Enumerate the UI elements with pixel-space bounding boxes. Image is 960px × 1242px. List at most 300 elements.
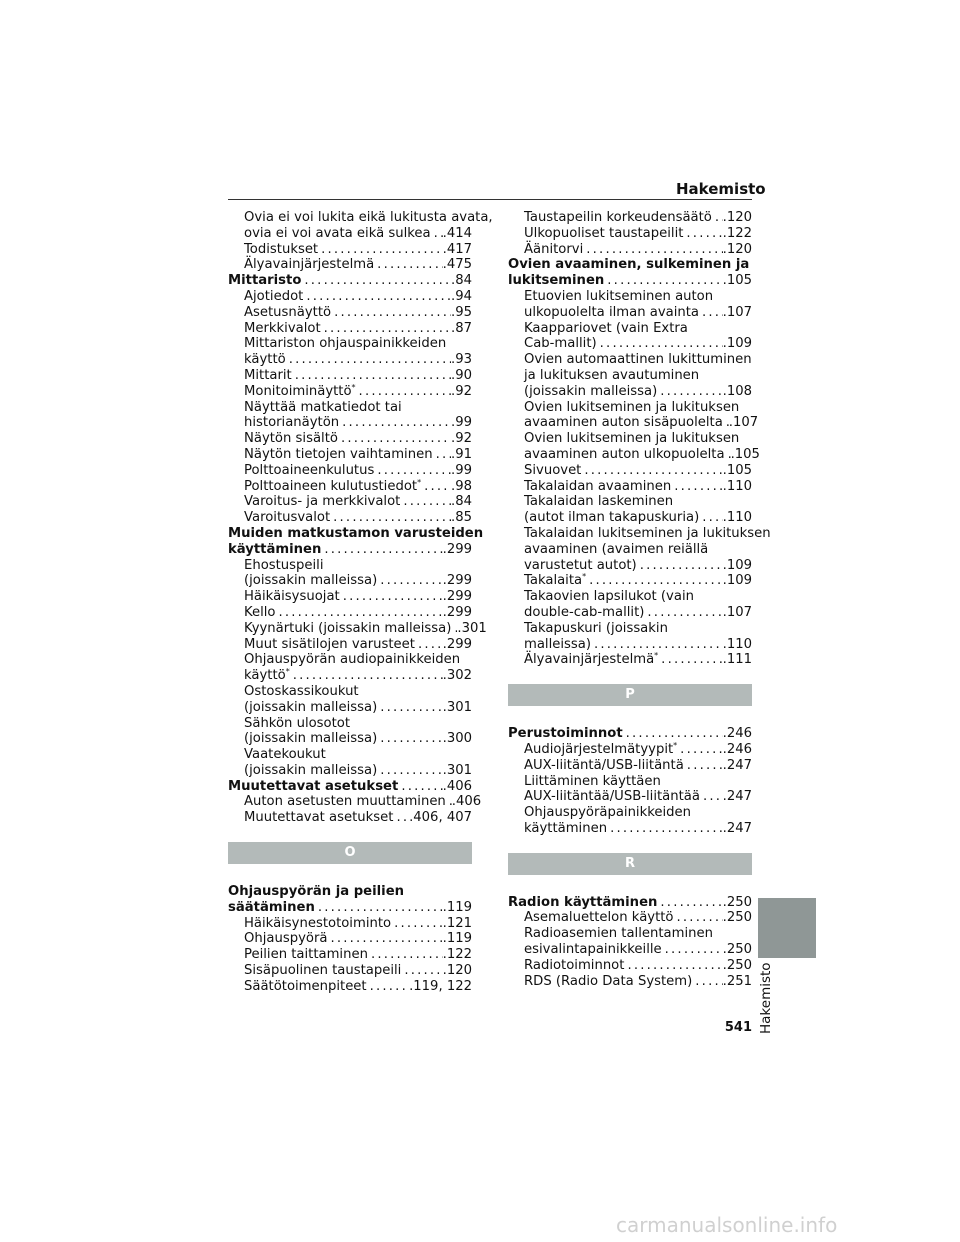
page-reference: .84 bbox=[451, 273, 472, 289]
asterisk-marker: * bbox=[673, 740, 678, 750]
entry-text: Ovien automaattinen lukittuminen bbox=[524, 352, 752, 368]
index-sub-entry bbox=[228, 415, 472, 431]
entry-text: Ovien avaaminen, sulkeminen ja bbox=[508, 257, 750, 273]
index-sub-entry bbox=[228, 336, 472, 352]
index-sub-entry bbox=[228, 352, 472, 368]
dot-leader bbox=[377, 700, 442, 716]
entry-text: Takalaidan lukitseminen ja lukituksen bbox=[524, 525, 771, 541]
entry-text: Asemaluettelon käyttö bbox=[524, 910, 674, 926]
dot-leader bbox=[321, 321, 451, 337]
page-reference: .250 bbox=[722, 910, 752, 926]
entry-text: Radion käyttäminen bbox=[508, 894, 658, 910]
entry-text: Auton asetusten muuttaminen bbox=[244, 794, 446, 810]
dot-leader bbox=[604, 273, 722, 289]
page-reference: .95 bbox=[451, 304, 472, 320]
page-header-title: Hakemisto bbox=[676, 180, 766, 198]
entry-text: double-cab-mallit) bbox=[524, 604, 645, 620]
index-sub-entry bbox=[508, 774, 752, 790]
index-main-entry bbox=[508, 257, 752, 273]
index-sub-entry bbox=[508, 463, 752, 479]
page-reference: .91 bbox=[451, 446, 472, 462]
page-reference: .121 bbox=[442, 915, 472, 931]
entry-text: Ovia ei voi lukita eikä lukitusta avata, bbox=[244, 210, 493, 225]
index-sub-entry bbox=[508, 942, 752, 958]
page-reference: .251 bbox=[722, 973, 752, 989]
dot-leader bbox=[276, 605, 443, 621]
entry-text: Radioasemien tallentaminen bbox=[524, 926, 713, 942]
dot-leader bbox=[400, 494, 451, 510]
page-reference: .301 bbox=[457, 620, 487, 636]
dot-leader bbox=[374, 257, 442, 273]
page-reference: .250 bbox=[722, 957, 752, 973]
page-reference: .107 bbox=[728, 415, 759, 431]
index-main-entry bbox=[228, 273, 472, 289]
page-reference: .110 bbox=[722, 478, 752, 494]
dot-leader bbox=[301, 273, 451, 289]
index-sub-entry bbox=[508, 368, 752, 384]
page-reference: .110 bbox=[722, 636, 752, 652]
dot-leader bbox=[699, 305, 723, 321]
entry-text: Liittäminen käyttäen bbox=[524, 773, 661, 789]
page-reference: .105 bbox=[730, 446, 760, 462]
entry-text: AUX-liitäntä/USB-liitäntä bbox=[524, 757, 684, 773]
page-reference: .109 bbox=[722, 336, 752, 352]
page-reference: .406 bbox=[451, 794, 482, 810]
dot-leader bbox=[591, 637, 723, 653]
entry-text: avaaminen auton sisäpuolelta bbox=[524, 415, 723, 431]
page-reference: .299 bbox=[442, 604, 472, 620]
index-sub-entry bbox=[228, 668, 472, 684]
entry-text: AUX-liitäntää/USB-liitäntää bbox=[524, 789, 700, 805]
index-sub-entry bbox=[508, 352, 752, 368]
index-sub-entry bbox=[508, 415, 759, 431]
entry-text: Radiotoiminnot bbox=[524, 957, 625, 973]
page-reference: .99 bbox=[451, 462, 472, 478]
entry-text: varustetut autot) bbox=[524, 557, 637, 573]
index-sub-entry bbox=[508, 384, 752, 400]
index-sub-entry bbox=[228, 573, 472, 589]
page-reference: .299 bbox=[442, 636, 472, 652]
page-reference: .299 bbox=[442, 541, 472, 557]
entry-text: Ohjauspyöräpainikkeiden bbox=[524, 805, 692, 821]
index-sub-entry bbox=[508, 910, 752, 926]
page-reference: .250 bbox=[722, 942, 752, 958]
entry-text: Ulkopuoliset taustapeilit bbox=[524, 225, 684, 241]
entry-text: Ajotiedot bbox=[244, 288, 304, 304]
index-sub-entry bbox=[228, 384, 472, 400]
dot-leader bbox=[303, 289, 451, 305]
page-number: 541 bbox=[724, 1020, 752, 1035]
index-sub-entry bbox=[508, 637, 752, 653]
entry-text: käyttäminen bbox=[228, 541, 322, 557]
asterisk-marker: * bbox=[285, 667, 290, 677]
dot-leader bbox=[433, 447, 451, 463]
dot-leader bbox=[292, 368, 451, 384]
index-sub-entry bbox=[228, 447, 472, 463]
index-sub-entry bbox=[228, 700, 472, 716]
entry-text: (joissakin malleissa) bbox=[244, 699, 378, 715]
index-sub-entry bbox=[508, 305, 752, 321]
entry-text: Ovien lukitseminen ja lukituksen bbox=[524, 399, 740, 415]
entry-text: käyttäminen bbox=[524, 820, 608, 836]
entry-text: Kyynärtuki (joissakin malleissa) bbox=[244, 620, 452, 636]
entry-text: käyttö bbox=[244, 352, 286, 368]
index-main-entry bbox=[228, 884, 472, 900]
asterisk-marker: * bbox=[417, 477, 422, 487]
sidebar-thumb-tab bbox=[758, 898, 816, 958]
page-reference: .84 bbox=[451, 494, 472, 510]
dot-leader bbox=[583, 242, 722, 258]
asterisk-marker: * bbox=[351, 382, 356, 392]
entry-text: Älyavainjärjestelmä bbox=[244, 257, 375, 273]
page-reference: .93 bbox=[451, 352, 472, 368]
index-sub-entry bbox=[508, 210, 752, 226]
dot-leader bbox=[339, 415, 451, 431]
dot-leader bbox=[368, 947, 443, 963]
index-sub-entry bbox=[508, 742, 752, 758]
page-reference: .246 bbox=[722, 741, 752, 757]
entry-text: Muutettavat asetukset bbox=[244, 810, 394, 826]
dot-leader bbox=[677, 742, 722, 758]
index-sub-entry bbox=[508, 974, 752, 990]
dot-leader bbox=[657, 895, 722, 911]
dot-leader bbox=[623, 726, 723, 742]
dot-leader bbox=[415, 637, 443, 653]
index-sub-entry bbox=[228, 747, 472, 763]
dot-leader bbox=[700, 789, 723, 805]
entry-text: Takalaidan laskeminen bbox=[524, 494, 674, 510]
entry-text: säätäminen bbox=[228, 899, 315, 915]
page-reference: .406, 407 bbox=[409, 810, 472, 826]
entry-text: avaaminen (avaimen reiällä bbox=[524, 541, 709, 557]
index-sub-entry bbox=[228, 810, 472, 826]
dot-leader bbox=[607, 821, 723, 837]
page-reference: .300 bbox=[442, 731, 472, 747]
watermark: carmanualsonline.info bbox=[616, 1213, 838, 1237]
page-reference: .122 bbox=[442, 947, 472, 963]
page-reference: .98 bbox=[451, 478, 472, 494]
dot-leader bbox=[662, 942, 723, 958]
dot-leader bbox=[374, 463, 451, 479]
section-letter-bar: R bbox=[508, 853, 752, 875]
index-main-entry bbox=[228, 525, 484, 542]
dot-leader bbox=[377, 573, 442, 589]
index-sub-entry bbox=[228, 637, 472, 653]
index-sub-entry bbox=[228, 289, 472, 305]
page-reference: .299 bbox=[442, 573, 472, 589]
index-sub-entry bbox=[508, 289, 752, 305]
entry-text: Näyttää matkatiedot tai bbox=[244, 399, 402, 415]
entry-text: historianäytön bbox=[244, 415, 340, 431]
entry-text: Muutettavat asetukset bbox=[228, 778, 399, 794]
index-sub-entry bbox=[228, 368, 472, 384]
index-sub-entry bbox=[228, 494, 472, 510]
index-sub-entry bbox=[508, 805, 752, 821]
index-sub-entry bbox=[508, 226, 752, 242]
index-sub-entry bbox=[508, 589, 752, 605]
dot-leader bbox=[286, 352, 451, 368]
index-sub-entry bbox=[228, 589, 472, 605]
entry-text: Kaappariovet (vain Extra bbox=[524, 320, 688, 336]
page-reference: .122 bbox=[722, 225, 752, 241]
index-main-entry bbox=[508, 273, 752, 289]
index-sub-entry bbox=[228, 510, 472, 526]
entry-text: Varoitus- ja merkkivalot bbox=[244, 494, 401, 510]
entry-text: Ovien lukitseminen ja lukituksen bbox=[524, 431, 740, 447]
entry-text: (joissakin malleissa) bbox=[244, 762, 378, 778]
entry-text: malleissa) bbox=[524, 636, 591, 652]
page-reference: .109 bbox=[722, 573, 752, 589]
dot-leader bbox=[683, 226, 722, 242]
page-reference: .475 bbox=[442, 257, 472, 273]
page-reference: .247 bbox=[722, 757, 752, 773]
index-sub-entry bbox=[228, 979, 472, 995]
dot-leader bbox=[699, 510, 722, 526]
entry-text: (joissakin malleissa) bbox=[244, 573, 378, 589]
index-main-entry bbox=[228, 542, 472, 558]
index-sub-entry bbox=[228, 605, 472, 621]
dot-leader bbox=[671, 479, 722, 495]
dot-leader bbox=[712, 210, 723, 226]
index-left-column bbox=[228, 210, 493, 995]
dot-leader bbox=[597, 336, 723, 352]
dot-leader bbox=[340, 589, 443, 605]
index-sub-entry bbox=[508, 558, 752, 574]
index-sub-entry bbox=[228, 652, 472, 668]
entry-text: Vaatekoukut bbox=[244, 747, 326, 763]
page-reference: .120 bbox=[442, 963, 472, 979]
entry-text: Muut sisätilojen varusteet bbox=[244, 636, 415, 652]
header-divider bbox=[228, 199, 752, 200]
index-sub-entry bbox=[228, 431, 472, 447]
index-sub-entry bbox=[508, 573, 752, 589]
page-reference: .94 bbox=[451, 288, 472, 304]
page-reference: .119 bbox=[442, 931, 472, 947]
section-letter-bar: P bbox=[508, 684, 752, 706]
index-sub-entry bbox=[508, 336, 752, 352]
index-sub-entry bbox=[228, 916, 472, 932]
entry-text: Cab-mallit) bbox=[524, 336, 597, 352]
page-reference: .247 bbox=[722, 789, 752, 805]
page-reference: .119, 122 bbox=[409, 978, 472, 994]
entry-text: Sisäpuolinen taustapeili bbox=[244, 963, 402, 979]
page-reference: .301 bbox=[442, 699, 472, 715]
entry-text: Mittaristo bbox=[228, 273, 302, 289]
page-reference: .247 bbox=[722, 820, 752, 836]
dot-leader bbox=[581, 463, 722, 479]
dot-leader bbox=[290, 668, 443, 684]
dot-leader bbox=[356, 384, 451, 400]
dot-leader bbox=[391, 916, 443, 932]
entry-text: ja lukituksen avautuminen bbox=[524, 367, 700, 383]
index-sub-entry bbox=[508, 605, 752, 621]
entry-text: Älyavainjärjestelmä* bbox=[524, 651, 659, 668]
entry-text: Häikäisysuojat bbox=[244, 589, 340, 605]
index-sub-entry bbox=[508, 431, 752, 447]
entry-text: Häikäisynestotoiminto bbox=[244, 915, 392, 931]
index-sub-entry bbox=[508, 400, 752, 416]
index-sub-entry bbox=[508, 542, 752, 558]
index-sub-entry bbox=[228, 305, 472, 321]
dot-leader bbox=[327, 931, 442, 947]
entry-text: Näytön tietojen vaihtaminen bbox=[244, 446, 433, 462]
page-reference: .107 bbox=[722, 304, 752, 320]
page-reference: .417 bbox=[442, 241, 472, 257]
entry-text: Monitoiminäyttö* bbox=[244, 382, 356, 399]
index-sub-entry bbox=[508, 926, 752, 942]
dot-leader bbox=[315, 900, 443, 916]
entry-text: Peilien taittaminen bbox=[244, 947, 368, 963]
dot-leader bbox=[367, 979, 409, 995]
dot-leader bbox=[377, 731, 442, 747]
index-sub-entry bbox=[228, 210, 493, 226]
index-sub-entry bbox=[228, 257, 472, 273]
dot-leader bbox=[421, 479, 451, 495]
dot-leader bbox=[624, 958, 722, 974]
index-sub-entry bbox=[508, 958, 752, 974]
index-right-column bbox=[508, 210, 771, 989]
entry-text: Polttoaineenkulutus bbox=[244, 462, 375, 478]
entry-text: Ehostuspeili bbox=[244, 557, 324, 573]
entry-text: Todistukset bbox=[244, 241, 319, 257]
dot-leader bbox=[674, 910, 723, 926]
entry-text: Ohjauspyörän audiopainikkeiden bbox=[244, 652, 461, 668]
dot-leader bbox=[393, 810, 409, 826]
index-sub-entry bbox=[508, 758, 752, 774]
page-reference: .108 bbox=[722, 383, 752, 399]
index-sub-entry bbox=[228, 226, 472, 242]
index-sub-entry bbox=[228, 620, 487, 637]
page-reference: .92 bbox=[451, 431, 472, 447]
dot-leader bbox=[684, 758, 723, 774]
dot-leader bbox=[658, 652, 722, 668]
entry-text: Perustoiminnot bbox=[508, 726, 623, 742]
index-sub-entry bbox=[508, 446, 760, 463]
entry-text: Kello bbox=[244, 604, 276, 620]
entry-text: Takaovien lapsilukot (vain bbox=[524, 589, 694, 605]
index-sub-entry bbox=[508, 510, 752, 526]
page-reference: .414 bbox=[442, 225, 472, 241]
index-main-entry bbox=[508, 895, 752, 911]
entry-text: esivalintapainikkeille bbox=[524, 942, 662, 958]
entry-text: Polttoaineen kulutustiedot* bbox=[244, 477, 422, 494]
entry-text: ovia ei voi avata eikä sulkea bbox=[244, 225, 431, 241]
index-sub-entry bbox=[228, 794, 482, 810]
index-sub-entry bbox=[228, 731, 472, 747]
entry-text: Takalaidan avaaminen bbox=[524, 478, 672, 494]
index-sub-entry bbox=[228, 947, 472, 963]
dot-leader bbox=[331, 305, 451, 321]
dot-leader bbox=[401, 963, 442, 979]
dot-leader bbox=[692, 974, 722, 990]
entry-text: Taustapeilin korkeudensäätö bbox=[524, 210, 712, 225]
dot-leader bbox=[657, 384, 722, 400]
dot-leader bbox=[338, 431, 451, 447]
index-sub-entry bbox=[228, 558, 472, 574]
entry-text: Mittariston ohjauspainikkeiden bbox=[244, 336, 447, 352]
index-sub-entry bbox=[228, 684, 472, 700]
index-sub-entry bbox=[228, 479, 472, 495]
index-sub-entry bbox=[508, 242, 752, 258]
entry-text: ulkopuolelta ilman avainta bbox=[524, 304, 699, 320]
entry-text: lukitseminen bbox=[508, 273, 605, 289]
page-reference: .119 bbox=[442, 899, 472, 915]
entry-text: Sähkön ulosotot bbox=[244, 715, 351, 731]
index-sub-entry bbox=[508, 525, 771, 542]
section-letter-bar: O bbox=[228, 842, 472, 864]
dot-leader bbox=[398, 779, 442, 795]
page-reference: .92 bbox=[451, 383, 472, 399]
page-reference: .105 bbox=[722, 462, 752, 478]
dot-leader bbox=[377, 763, 442, 779]
index-sub-entry bbox=[228, 242, 472, 258]
dot-leader bbox=[431, 226, 443, 242]
asterisk-marker: * bbox=[654, 651, 659, 661]
entry-text: käyttö* bbox=[244, 667, 290, 684]
index-sub-entry bbox=[508, 621, 752, 637]
page-reference: .250 bbox=[722, 894, 752, 910]
page-reference: .301 bbox=[442, 762, 472, 778]
entry-text: Ohjauspyörän ja peilien bbox=[228, 884, 405, 900]
index-sub-entry bbox=[508, 652, 752, 668]
entry-text: Muiden matkustamon varusteiden bbox=[228, 525, 484, 541]
index-main-entry bbox=[228, 900, 472, 916]
entry-text: Säätötoimenpiteet bbox=[244, 978, 367, 994]
entry-text: Audiojärjestelmätyypit* bbox=[524, 740, 678, 757]
entry-text: Takapuskuri (joissakin bbox=[524, 620, 668, 636]
entry-text: Äänitorvi bbox=[524, 241, 584, 257]
entry-text: Mittarit bbox=[244, 367, 292, 383]
index-sub-entry bbox=[228, 716, 472, 732]
entry-text: Sivuovet bbox=[524, 462, 582, 478]
page-reference: .85 bbox=[451, 510, 472, 526]
page-reference: .110 bbox=[722, 510, 752, 526]
page-reference: .120 bbox=[722, 210, 752, 225]
page-reference: .99 bbox=[451, 415, 472, 431]
dot-leader bbox=[330, 510, 451, 526]
asterisk-marker: * bbox=[582, 572, 587, 582]
index-sub-entry bbox=[228, 763, 472, 779]
index-sub-entry bbox=[508, 821, 752, 837]
sidebar-label: Hakemisto bbox=[758, 962, 774, 1034]
index-sub-entry bbox=[228, 963, 472, 979]
page-reference: .246 bbox=[722, 726, 752, 742]
page-reference: .111 bbox=[722, 652, 752, 668]
index-sub-entry bbox=[508, 321, 752, 337]
entry-text: (joissakin malleissa) bbox=[524, 383, 658, 399]
dot-leader bbox=[644, 605, 722, 621]
index-sub-entry bbox=[508, 494, 752, 510]
index-sub-entry bbox=[228, 400, 472, 416]
index-sub-entry bbox=[228, 931, 472, 947]
index-main-entry bbox=[228, 779, 472, 795]
entry-text: Takalaita* bbox=[524, 572, 587, 589]
index-sub-entry bbox=[228, 321, 472, 337]
page-reference: .299 bbox=[442, 589, 472, 605]
page-reference: .109 bbox=[722, 557, 752, 573]
dot-leader bbox=[586, 573, 723, 589]
index-sub-entry bbox=[228, 463, 472, 479]
entry-text: Varoitusvalot bbox=[244, 510, 331, 526]
entry-text: Asetusnäyttö bbox=[244, 304, 332, 320]
index-main-entry bbox=[508, 726, 752, 742]
entry-text: Etuovien lukitseminen auton bbox=[524, 288, 714, 304]
index-sub-entry bbox=[508, 479, 752, 495]
dot-leader bbox=[318, 242, 443, 258]
dot-leader bbox=[321, 542, 442, 558]
dot-leader bbox=[637, 558, 723, 574]
entry-text: RDS (Radio Data System) bbox=[524, 973, 693, 989]
